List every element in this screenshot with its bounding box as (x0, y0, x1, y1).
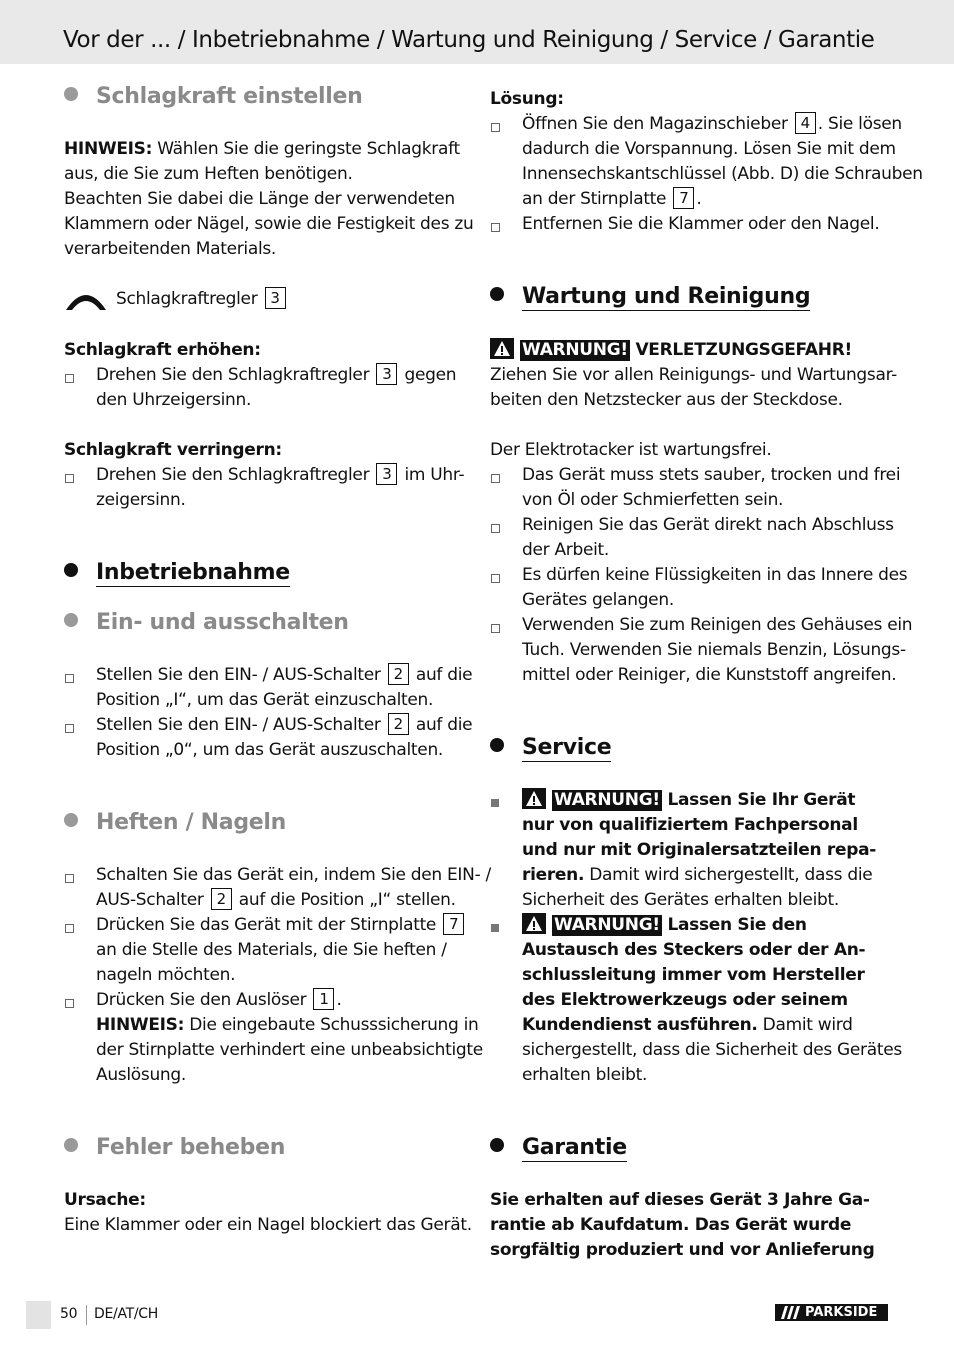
list-item-line: Gerätes gelangen. (522, 590, 674, 610)
list-item: Drehen Sie den Schlagkraftregler 3 gegen (96, 365, 457, 385)
checkbox-bullet-icon (491, 574, 500, 583)
checkbox-bullet-icon (491, 474, 500, 483)
impact-regulator-icon (64, 286, 108, 312)
list-item-line: AUS-Schalter 2 auf die Position „I“ stellen. (96, 890, 456, 910)
logo-text: PARKSIDE (805, 1305, 878, 1320)
list-item-line: HINWEIS: Die eingebaute Schusssicherung in (96, 1015, 479, 1035)
checkbox-bullet-icon (491, 123, 500, 132)
paragraph-line: verarbeitenden Materials. (64, 239, 277, 259)
list-item: WARNUNG! Lassen Sie den (522, 913, 807, 938)
list-item: Schalten Sie das Gerät ein, indem Sie den EIN- / (96, 865, 491, 885)
list-item-line: erhalten bleibt. (522, 1065, 648, 1085)
bullet-dot-icon (490, 738, 504, 752)
list-item-line: an die Stelle des Materials, die Sie heften / (96, 940, 447, 960)
paragraph-line: Klammern oder Nägel, sowie die Festigkeit des zu (64, 214, 474, 234)
footer-divider (86, 1305, 87, 1325)
warning-label: WARNUNG! (554, 790, 660, 810)
list-item-line: Austausch des Steckers oder der An- (522, 940, 866, 960)
brand-logo (775, 1304, 888, 1321)
list-item: Das Gerät muss stets sauber, trocken und frei (522, 465, 901, 485)
list-item: Drücken Sie den Auslöser 1 . (96, 990, 342, 1010)
list-item-line: dadurch die Vorspannung. Lösen Sie mit dem (522, 139, 896, 159)
list-item: WARNUNG! Lassen Sie Ihr Gerät (522, 788, 855, 813)
list-item-line: Innensechskantschlüssel (Abb. D) die Schrauben (522, 164, 923, 184)
paragraph: Der Elektrotacker ist wartungsfrei. (490, 440, 772, 460)
list-item: Drehen Sie den Schlagkraftregler 3 im Uhr- (96, 465, 465, 485)
warning-line: WARNUNG! VERLETZUNGSGEFAHR! (490, 338, 852, 363)
paragraph-line: Ziehen Sie vor allen Reinigungs- und Wartungsar- (490, 365, 898, 385)
subheading: Lösung: (490, 89, 564, 109)
list-item-line: der Arbeit. (522, 540, 610, 560)
list-item: Stellen Sie den EIN- / AUS-Schalter 2 auf die (96, 715, 473, 735)
list-item-line: Position „0“, um das Gerät auszuschalten. (96, 740, 444, 760)
bullet-dot-icon (490, 1138, 504, 1152)
list-item: Es dürfen keine Flüssigkeiten in das Innere des (522, 565, 908, 585)
footer-marker (26, 1301, 51, 1329)
bullet-dot-icon (64, 1138, 78, 1152)
page-header (0, 0, 954, 64)
checkbox-bullet-icon (65, 874, 74, 883)
list-item-line: Sicherheit des Gerätes erhalten bleibt. (522, 890, 839, 910)
section-heading: Schlagkraft einstellen (64, 84, 362, 109)
list-item-line: an der Stirnplatte 7 . (522, 189, 702, 209)
list-item-line: mittel oder Reiniger, die Kunststoff angreifen. (522, 665, 897, 685)
warning-triangle-icon (522, 913, 546, 934)
section-heading: Heften / Nageln (64, 810, 286, 835)
list-item: Stellen Sie den EIN- / AUS-Schalter 2 auf die (96, 665, 473, 685)
paragraph-line: sorgfältig produziert und vor Anlieferung (490, 1240, 875, 1260)
paragraph: Eine Klammer oder ein Nagel blockiert das Gerät. (64, 1215, 472, 1235)
subheading: Ursache: (64, 1190, 146, 1210)
list-item-line: Position „I“, um das Gerät einzuschalten. (96, 690, 434, 710)
paragraph-line: rantie ab Kaufdatum. Das Gerät wurde (490, 1215, 852, 1235)
bullet-dot-icon (490, 287, 504, 301)
subheading: Schlagkraft verringern: (64, 440, 282, 460)
logo-stripes-icon (778, 1306, 800, 1319)
paragraph-line: Sie erhalten auf dieses Gerät 3 Jahre Ga- (490, 1190, 870, 1210)
checkbox-bullet-icon (65, 674, 74, 683)
bullet-dot-icon (64, 87, 78, 101)
square-bullet-icon (491, 799, 499, 807)
language-code: DE/AT/CH (94, 1306, 159, 1322)
page-number: 50 (60, 1306, 78, 1322)
list-item-line: Auslösung. (96, 1065, 186, 1085)
checkbox-bullet-icon (65, 474, 74, 483)
checkbox-bullet-icon (65, 374, 74, 383)
warning-label: WARNUNG! (554, 915, 660, 935)
paragraph-line: Beachten Sie dabei die Länge der verwendeten (64, 189, 455, 209)
checkbox-bullet-icon (491, 624, 500, 633)
bullet-dot-icon (64, 813, 78, 827)
list-item-line: nageln möchten. (96, 965, 236, 985)
list-item-line: schlussleitung immer vom Hersteller (522, 965, 865, 985)
checkbox-bullet-icon (491, 524, 500, 533)
warning-triangle-icon (490, 338, 514, 359)
section-heading: Inbetriebnahme (64, 560, 290, 585)
list-item: Drücken Sie das Gerät mit der Stirnplatte 7 (96, 913, 466, 938)
page-title: Vor der ... / Inbetriebnahme / Wartung und Reinigung / Service / Garantie (63, 27, 875, 53)
list-item-line: zeigersinn. (96, 490, 186, 510)
checkbox-bullet-icon (65, 724, 74, 733)
list-item: Entfernen Sie die Klammer oder den Nagel. (522, 214, 880, 234)
section-heading: Fehler beheben (64, 1135, 285, 1160)
list-item-line: rieren. Damit wird sichergestellt, dass die (522, 865, 873, 885)
list-item-line: Kundendienst ausführen. Damit wird (522, 1015, 853, 1035)
square-bullet-icon (491, 924, 499, 932)
list-item-line: von Öl oder Schmierfetten sein. (522, 490, 784, 510)
regulator-label: Schlagkraftregler 3 (116, 287, 288, 312)
warning-label: WARNUNG! (522, 340, 628, 360)
list-item-line: und nur mit Originalersatzteilen repa- (522, 840, 877, 860)
checkbox-bullet-icon (65, 999, 74, 1008)
warning-triangle-icon (522, 788, 546, 809)
checkbox-bullet-icon (491, 223, 500, 232)
list-item-line: nur von qualifiziertem Fachpersonal (522, 815, 858, 835)
list-item-line: der Stirnplatte verhindert eine unbeabsichtigte (96, 1040, 483, 1060)
list-item-line: des Elektrowerkzeugs oder seinem (522, 990, 848, 1010)
bullet-dot-icon (64, 563, 78, 577)
paragraph-line: aus, die Sie zum Heften benötigen. (64, 164, 353, 184)
bullet-dot-icon (64, 613, 78, 627)
list-item-line: sichergestellt, dass die Sicherheit des Gerätes (522, 1040, 902, 1060)
list-item: Öffnen Sie den Magazinschieber 4 . Sie lösen (522, 114, 902, 134)
section-heading: Service (490, 735, 611, 760)
list-item: Reinigen Sie das Gerät direkt nach Abschluss (522, 515, 894, 535)
checkbox-bullet-icon (65, 924, 74, 933)
paragraph-line: beiten den Netzstecker aus der Steckdose. (490, 390, 843, 410)
subheading: Schlagkraft erhöhen: (64, 340, 261, 360)
section-heading: Wartung und Reinigung (490, 284, 810, 309)
section-heading: Garantie (490, 1135, 627, 1160)
list-item: Verwenden Sie zum Reinigen des Gehäuses ein (522, 615, 913, 635)
list-item-line: den Uhrzeigersinn. (96, 390, 252, 410)
paragraph: HINWEIS: Wählen Sie die geringste Schlagkraft (64, 139, 460, 159)
list-item-line: Tuch. Verwenden Sie niemals Benzin, Lösungs- (522, 640, 906, 660)
section-heading: Ein- und ausschalten (64, 610, 349, 635)
